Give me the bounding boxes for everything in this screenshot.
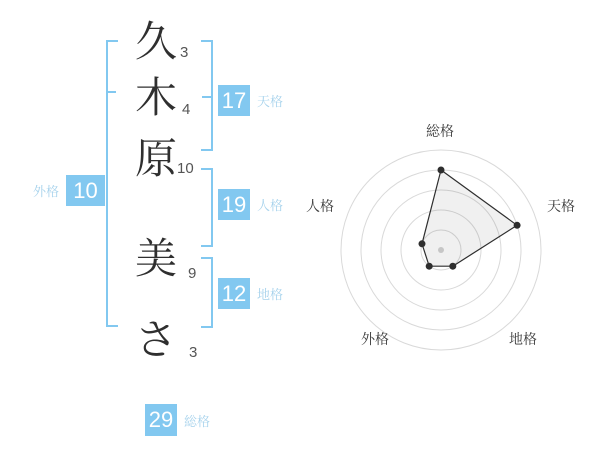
radar-point <box>438 167 445 174</box>
radar-chart <box>306 100 575 390</box>
radar-point <box>514 222 521 229</box>
radar-point <box>426 263 433 270</box>
tenkaku-group <box>218 85 283 116</box>
jinkaku-label: 人格 <box>257 198 284 213</box>
soukaku-group <box>145 404 210 436</box>
jinkaku-bracket <box>201 169 212 246</box>
chikaku-bracket <box>201 258 212 327</box>
radar-center-dot <box>438 247 444 253</box>
gaikaku-bracket <box>107 41 118 326</box>
radar-polygon <box>422 170 517 266</box>
radar-axis-label: 人格 <box>306 199 334 215</box>
tenkaku-value-badge: 17 <box>218 85 250 116</box>
name-char: 美 <box>134 234 177 283</box>
stroke-count: 3 <box>180 44 189 61</box>
jinkaku-group <box>218 189 283 220</box>
radar-axis-label: 総格 <box>426 124 454 140</box>
radar-point <box>449 263 456 270</box>
chikaku-group <box>218 278 283 309</box>
stroke-count: 10 <box>177 160 194 177</box>
stroke-count: 4 <box>182 101 191 118</box>
gaikaku-group <box>33 175 105 206</box>
soukaku-label: 総格 <box>184 413 211 429</box>
soukaku-value-badge: 29 <box>145 404 177 436</box>
radar-point <box>419 240 426 247</box>
chikaku-label: 地格 <box>257 287 284 302</box>
gaikaku-value-badge: 10 <box>66 175 105 206</box>
radar-axis-label: 外格 <box>361 332 389 348</box>
name-char: 久 <box>134 17 177 66</box>
jinkaku-value-badge: 19 <box>218 189 250 220</box>
name-char: 原 <box>134 134 177 183</box>
name-char: 木 <box>134 73 177 122</box>
chikaku-value-badge: 12 <box>218 278 250 309</box>
gaikaku-label: 外格 <box>33 184 60 199</box>
name-char: さ <box>134 315 177 364</box>
radar-axis-label: 天格 <box>547 199 575 215</box>
tenkaku-bracket <box>201 41 212 150</box>
stroke-count: 9 <box>188 265 197 282</box>
tenkaku-label: 天格 <box>257 94 284 109</box>
radar-axis-label: 地格 <box>509 332 537 348</box>
stroke-count: 3 <box>189 344 198 361</box>
